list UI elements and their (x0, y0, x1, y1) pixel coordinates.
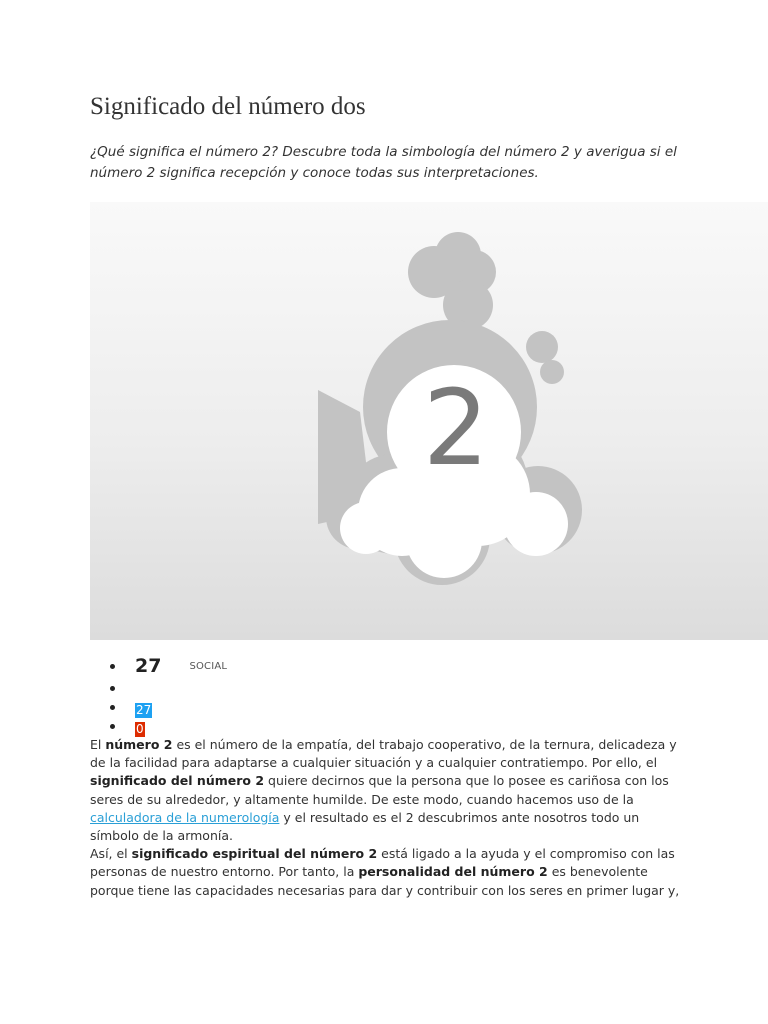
text-run: y el resultado es el 2 descubrimos ante nosotros todo un símbolo de la armonía. (90, 809, 640, 844)
number-two-cloud-illustration (90, 202, 768, 640)
bold-term: significado espiritual del número 2 (131, 846, 378, 862)
share-total-item (110, 653, 228, 679)
share-total-label: SOCIAL (189, 661, 228, 672)
text-run: El (90, 737, 106, 752)
twitter-share-count[interactable]: 27 (136, 703, 152, 717)
article-title: Significado del número dos (90, 93, 366, 120)
text-run: es el número de la empatía, del trabajo cooperativo, de la ternura, delicadeza y de la facilidad para adaptarse a cualquier situación y a cualquier contratiempo. Por ello, el (90, 737, 677, 771)
share-total-count: 27 (135, 655, 162, 677)
article-subtitle: ¿Qué significa el número 2? Descubre toda la simbología del número 2 y averigua si el número 2 significa recepción y conoce todas sus interpretaciones. (90, 144, 677, 181)
numerology-calculator-link[interactable]: calculadora de la numerología (90, 809, 280, 825)
text-run: es benevolente porque tiene las capacidades necesarias para dar y contribuir con los seres en primer lugar y, (90, 864, 680, 898)
paragraph-1 (90, 736, 690, 845)
bold-term: número 2 (105, 737, 173, 752)
hero-digit: 2 (422, 367, 490, 489)
article-body (90, 736, 690, 900)
bold-term: significado del número 2 (90, 773, 265, 789)
pinterest-share-item[interactable] (110, 717, 178, 736)
text-run: quiere decirnos que la persona que lo posee es cariñosa con los seres de su alrededor, y altamente humilde. De este modo, cuando hacemos uso de la (90, 773, 669, 807)
text-run: está ligado a la ayuda y el compromiso con las personas de nuestro entorno. Por tanto, la (90, 846, 675, 880)
social-share-list (110, 653, 228, 736)
paragraph-2 (90, 845, 690, 900)
hero-image (90, 202, 768, 640)
bold-term: personalidad del número 2 (358, 864, 548, 880)
facebook-share-item[interactable] (110, 679, 178, 698)
pinterest-share-count[interactable]: 0 (136, 722, 144, 736)
text-run: Así, el (90, 846, 132, 862)
twitter-share-item[interactable] (110, 698, 178, 717)
